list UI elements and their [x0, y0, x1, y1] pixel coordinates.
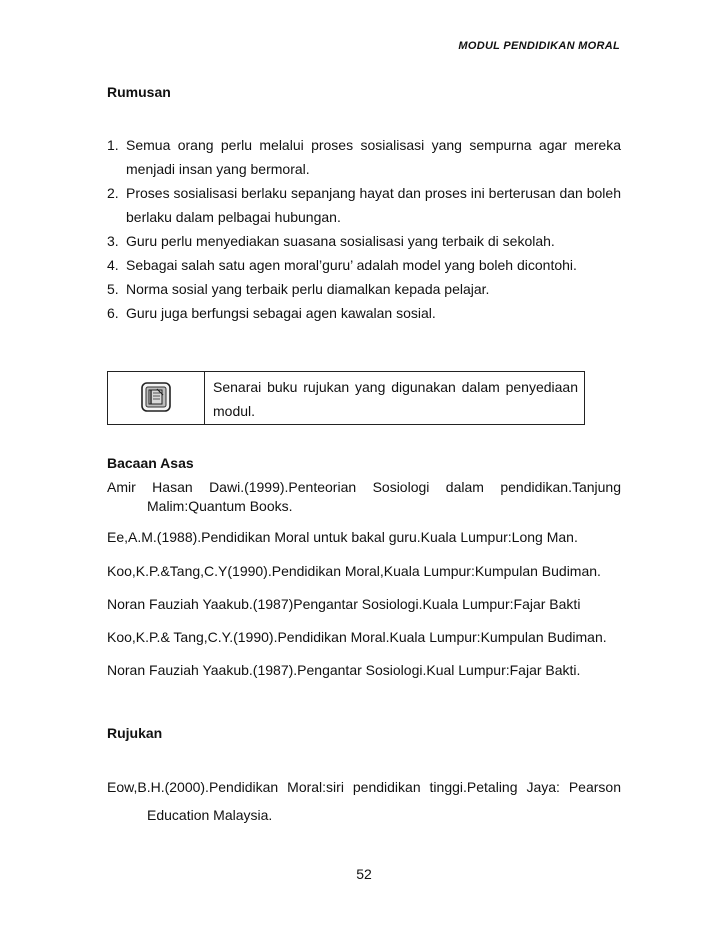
- reference-box: [107, 371, 585, 425]
- list-item: [107, 133, 621, 181]
- bibliography-entry: Noran Fauziah Yaakub.(1987)Pengantar Sosiologi.Kuala Lumpur:Fajar Bakti: [107, 596, 581, 612]
- list-item: [107, 181, 621, 229]
- bibliography-entry: [107, 478, 621, 497]
- rumusan-heading: Rumusan: [107, 84, 171, 100]
- rumusan-list: [107, 133, 621, 325]
- list-item: [107, 277, 621, 301]
- list-item: [107, 253, 621, 277]
- page-number: 52: [356, 866, 372, 882]
- item-number: 6.: [107, 305, 119, 321]
- item-text: Guru juga berfungsi sebagai agen kawalan sosial.: [126, 305, 436, 321]
- bibliography-entry-line1: Amir Hasan Dawi.(1999).Penteorian Sosiologi dalam pendidikan.Tanjung: [107, 479, 621, 495]
- bacaan-asas-heading: Bacaan Asas: [107, 455, 194, 471]
- item-text: Guru perlu menyediakan suasana sosialisasi yang terbaik di sekolah.: [126, 233, 555, 249]
- item-text: Semua orang perlu melalui proses sosialisasi yang sempurna agar mereka menjadi insan yang bermoral.: [126, 137, 621, 177]
- bibliography-entry-line2: Malim:Quantum Books.: [147, 498, 293, 514]
- item-number: 1.: [107, 137, 119, 153]
- bibliography-entry: Koo,K.P.& Tang,C.Y.(1990).Pendidikan Moral.Kuala Lumpur:Kumpulan Budiman.: [107, 629, 607, 645]
- item-number: 5.: [107, 281, 119, 297]
- item-number: 4.: [107, 257, 119, 273]
- bibliography-entry-continuation: [107, 497, 621, 516]
- bibliography-entry: Ee,A.M.(1988).Pendidikan Moral untuk bakal guru.Kuala Lumpur:Long Man.: [107, 529, 578, 545]
- rujukan-entry-line1: Eow,B.H.(2000).Pendidikan Moral:siri pendidikan tinggi.Petaling Jaya: Pearson: [107, 779, 621, 795]
- item-number: 3.: [107, 233, 119, 249]
- list-item: [107, 229, 621, 253]
- rujukan-entry-line2: Education Malaysia.: [147, 807, 273, 823]
- item-text: Proses sosialisasi berlaku sepanjang hayat dan proses ini berterusan dan boleh berlaku dalam pelbagai hubungan.: [126, 185, 621, 225]
- item-text: Norma sosial yang terbaik perlu diamalkan kepada pelajar.: [126, 281, 490, 297]
- reference-icon-cell: [108, 372, 205, 424]
- bibliography-entry: Noran Fauziah Yaakub.(1987).Pengantar Sosiologi.Kual Lumpur:Fajar Bakti.: [107, 662, 581, 678]
- item-text: Sebagai salah satu agen moral’guru’ adalah model yang boleh dicontohi.: [126, 257, 577, 273]
- list-item: [107, 301, 621, 325]
- bibliography-entry: Koo,K.P.&Tang,C.Y(1990).Pendidikan Moral,Kuala Lumpur:Kumpulan Budiman.: [107, 563, 601, 579]
- reference-box-text: Senarai buku rujukan yang digunakan dalam penyediaan modul.: [213, 379, 578, 419]
- running-header: MODUL PENDIDIKAN MORAL: [458, 40, 620, 52]
- rujukan-heading: Rujukan: [107, 725, 163, 741]
- item-number: 2.: [107, 185, 119, 201]
- book-icon: [139, 380, 173, 417]
